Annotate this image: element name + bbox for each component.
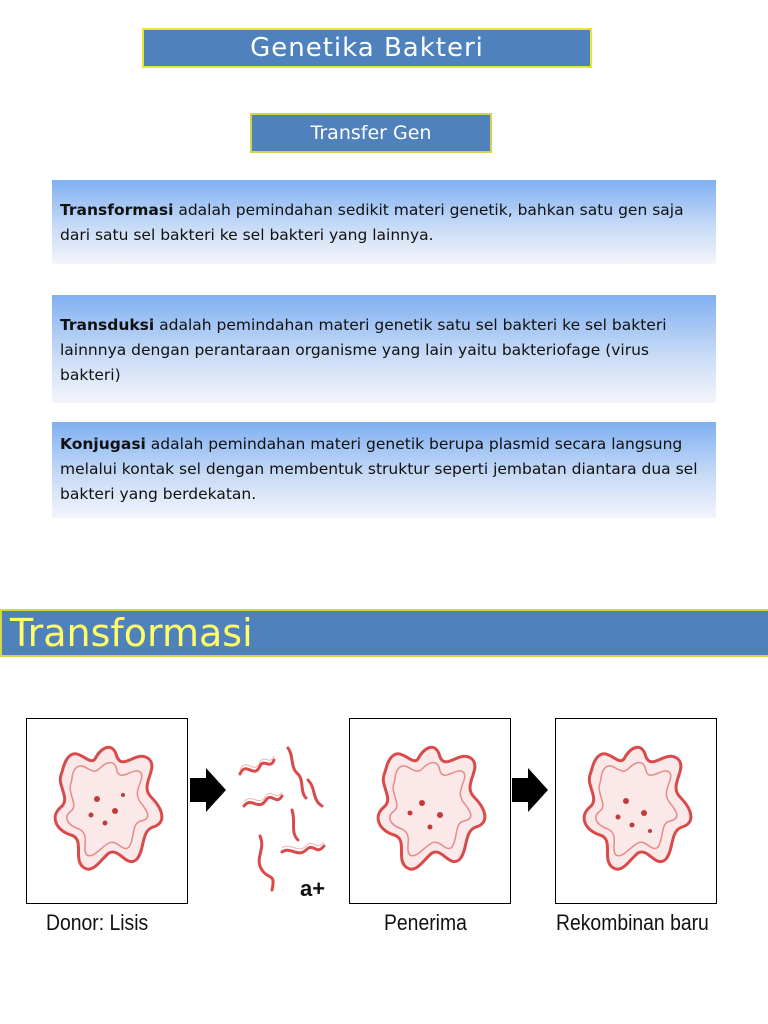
donor-cell-panel <box>26 718 188 904</box>
definition-text: adalah pemindahan materi genetik satu sel bakteri ke sel bakteri lainnnya dengan perantaraan organisme yang lain yaitu bakteriofage (virus bakteri) <box>60 316 667 384</box>
recipient-cell-panel <box>349 718 511 904</box>
dna-fragments-icon <box>232 740 342 900</box>
definition-term: Transduksi <box>60 316 155 334</box>
definition-konjugasi <box>52 422 716 518</box>
section-banner: Transformasi <box>0 609 768 657</box>
bacterium-cell-icon <box>350 719 510 903</box>
arrow-right-icon <box>190 768 226 812</box>
recombinant-cell-panel <box>555 718 717 904</box>
definition-term: Transformasi <box>60 201 174 219</box>
definition-term: Konjugasi <box>60 435 146 453</box>
definition-transduksi <box>52 295 716 403</box>
caption-recombinant: Rekombinan baru <box>556 910 709 935</box>
definition-text: adalah pemindahan sedikit materi genetik, bahkan satu gen saja dari satu sel bakteri ke sel bakteri yang lainnya. <box>60 201 684 244</box>
caption-recipient: Penerima <box>384 910 467 935</box>
fragment-label: a+ <box>300 876 326 901</box>
subtitle-banner: Transfer Gen <box>250 113 492 153</box>
bacterium-cell-icon <box>556 719 716 903</box>
definition-text: adalah pemindahan materi genetik berupa plasmid secara langsung melalui kontak sel dengan membentuk struktur seperti jembatan diantara dua sel bakteri yang berdekatan. <box>60 435 698 503</box>
definition-transformasi <box>52 180 716 264</box>
bacterium-cell-icon <box>27 719 187 903</box>
page-title: Genetika Bakteri <box>142 28 592 68</box>
caption-donor: Donor: Lisis <box>46 910 149 935</box>
arrow-right-icon <box>512 768 548 812</box>
